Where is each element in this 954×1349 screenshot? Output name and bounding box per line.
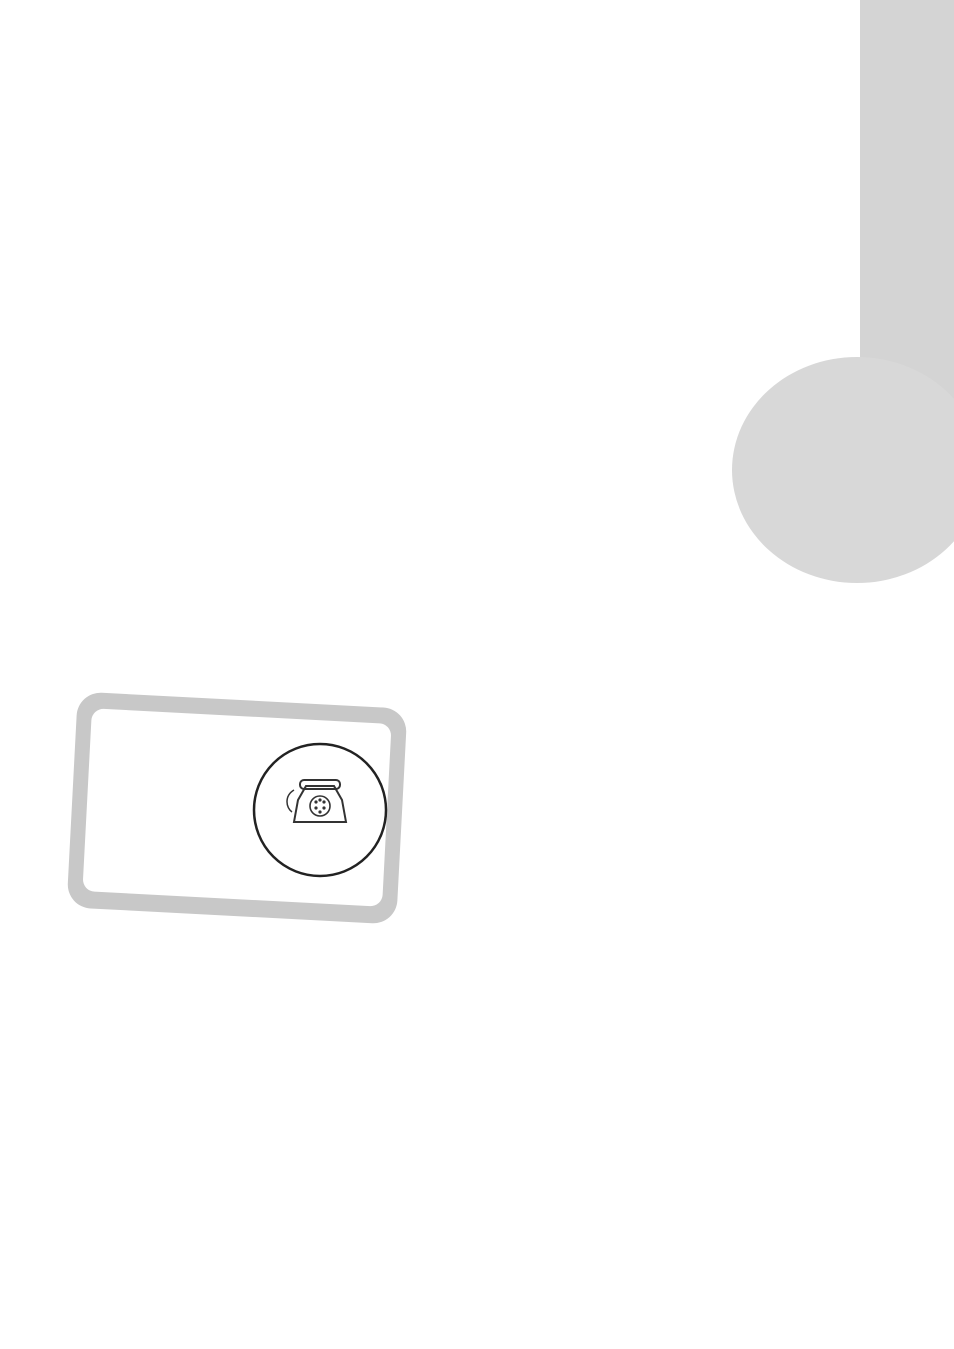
page-tab: [860, 0, 954, 402]
right-column: [474, 131, 849, 187]
left-column: [83, 129, 458, 147]
page-circle: [732, 357, 954, 583]
solutions-header: [354, 697, 884, 959]
